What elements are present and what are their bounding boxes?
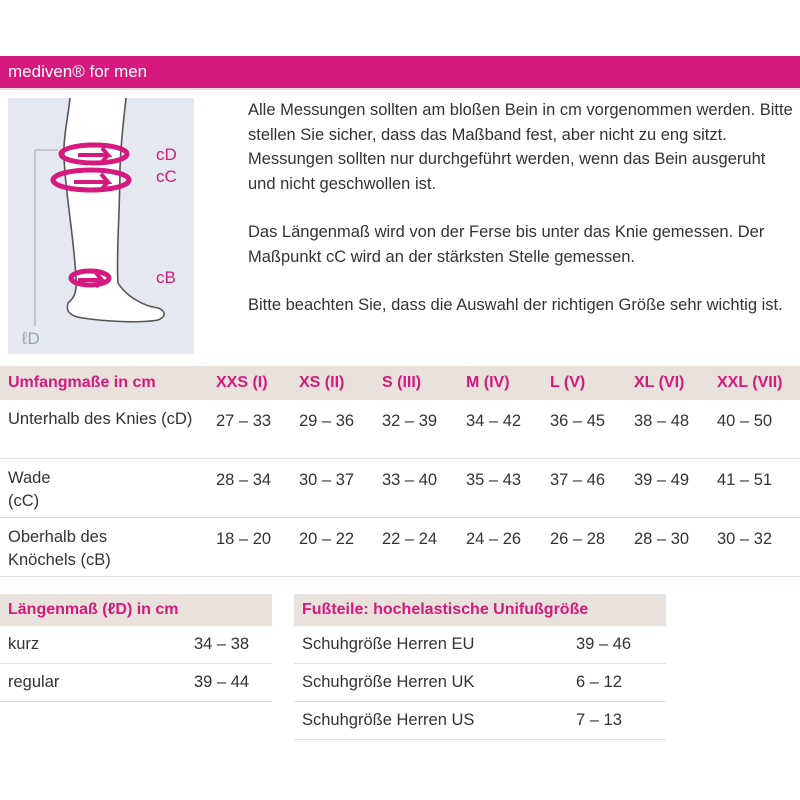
intro-paragraph-2: Das Längenmaß wird von der Ferse bis unter das Knie gemessen. Der Maßpunkt cC wird an der stärksten Stelle gemessen.: [248, 223, 765, 266]
table-cell: 30 – 37: [299, 471, 355, 489]
table-cell: 29 – 36: [299, 412, 355, 430]
table-row: [294, 626, 666, 664]
table-cell: 39 – 46: [576, 635, 632, 653]
foot-table: [294, 594, 666, 740]
table-cell: 20 – 22: [299, 530, 355, 548]
header-size: XXL (VII): [717, 374, 783, 391]
table-cell: 39 – 49: [634, 471, 690, 489]
table-cell: 34 – 38: [194, 635, 250, 653]
header-divider: [0, 88, 800, 90]
header-size: XS (II): [299, 374, 345, 391]
table-cell: 28 – 30: [634, 530, 690, 548]
table-cell: 6 – 12: [576, 673, 622, 691]
header-size: XL (VI): [634, 374, 685, 391]
length-table: [0, 594, 272, 702]
table-row: [0, 626, 272, 664]
table-cell: 41 – 51: [717, 471, 773, 489]
table-row: [294, 702, 666, 740]
table-cell: 18 – 20: [216, 530, 272, 548]
length-table-title: Längenmaß (ℓD) in cm: [0, 594, 272, 626]
row-label: Unterhalb des Knies (cD): [8, 410, 193, 428]
size-table-header: [0, 366, 800, 400]
circumference-size-table: [0, 366, 800, 577]
foot-table-title: Fußteile: hochelastische Unifußgröße: [294, 594, 666, 626]
intro-paragraph-1: Alle Messungen sollten am bloßen Bein in cm vorgenommen werden. Bitte stellen Sie sicher, dass das Maßband fest, aber nicht zu eng sitzt. Messungen sollten nur durchgeführt werden, wenn das Bein ausgeruht und nicht geschwollen ist.: [248, 101, 793, 193]
table-cell: 22 – 24: [382, 530, 438, 548]
header-banner: [0, 56, 800, 88]
table-cell: 26 – 28: [550, 530, 606, 548]
table-row: [0, 664, 272, 702]
table-cell: 36 – 45: [550, 412, 606, 430]
table-cell: 7 – 13: [576, 711, 622, 729]
row-label: Wade (cC): [8, 469, 51, 510]
label-cc: cC: [156, 167, 177, 186]
table-row: [0, 518, 800, 577]
header-size: XXS (I): [216, 374, 268, 391]
table-cell: 35 – 43: [466, 471, 522, 489]
row-label: kurz: [8, 635, 40, 653]
page-title: mediven® for men: [8, 62, 148, 81]
table-cell: 34 – 42: [466, 412, 522, 430]
table-cell: 28 – 34: [216, 471, 272, 489]
label-cd: cD: [156, 145, 177, 164]
header-size: L (V): [550, 374, 586, 391]
row-label: Oberhalb des Knöchels (cB): [8, 528, 111, 569]
leg-outline: [64, 98, 164, 322]
label-ld: ℓD: [22, 329, 40, 348]
row-label: Schuhgröße Herren UK: [302, 673, 475, 691]
intro-paragraph-3: Bitte beachten Sie, dass die Auswahl der richtigen Größe sehr wichtig ist.: [248, 296, 783, 314]
table-row: [0, 400, 800, 459]
row-label: regular: [8, 673, 60, 691]
row-label: Schuhgröße Herren US: [302, 711, 475, 729]
row-label: Schuhgröße Herren EU: [302, 635, 475, 653]
header-size: S (III): [382, 374, 422, 391]
intro-text: [248, 98, 796, 342]
header-label: Umfangmaße in cm: [8, 374, 156, 391]
header-size: M (IV): [466, 374, 510, 391]
table-cell: 38 – 48: [634, 412, 690, 430]
table-cell: 32 – 39: [382, 412, 438, 430]
table-row: [294, 664, 666, 702]
table-row: [0, 459, 800, 518]
table-cell: 24 – 26: [466, 530, 522, 548]
table-cell: 33 – 40: [382, 471, 438, 489]
leg-illustration: [8, 98, 194, 354]
table-cell: 39 – 44: [194, 673, 250, 691]
table-cell: 27 – 33: [216, 412, 272, 430]
table-cell: 37 – 46: [550, 471, 606, 489]
table-cell: 30 – 32: [717, 530, 773, 548]
label-cb: cB: [156, 268, 176, 287]
table-cell: 40 – 50: [717, 412, 773, 430]
leg-measurement-diagram: [8, 98, 194, 354]
